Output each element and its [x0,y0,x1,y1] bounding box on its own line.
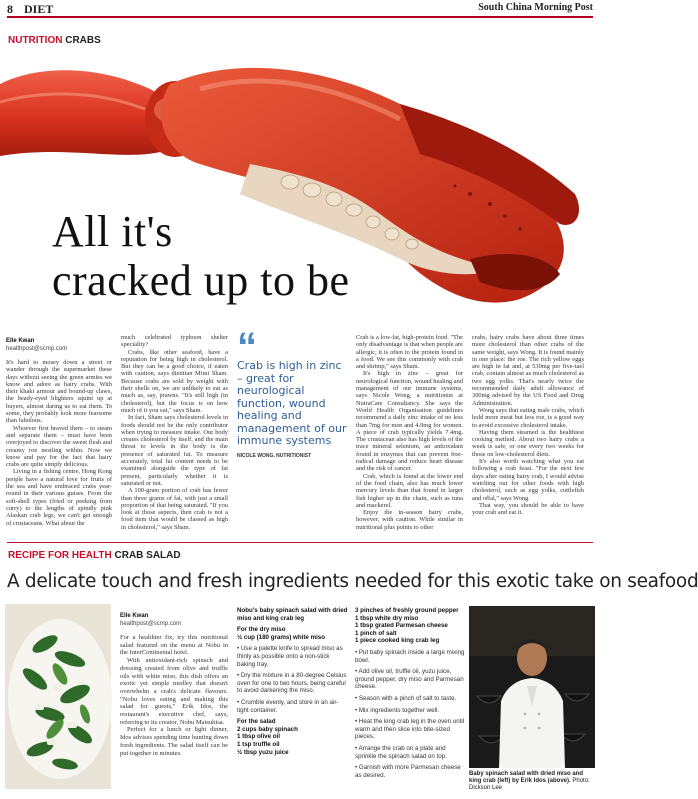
recipe-headline: A delicate touch and fresh ingredients needed for this exotic take on seafood [7,571,698,592]
ingredient: 1 tbsp olive oil [237,733,280,741]
paragraph: Perfect for a lunch or light dinner, Idos advises spending time hunting down fresh ingredients. The salad itself can be put together in minutes. [120,726,228,757]
method-step: • Use a palette knife to spread miso as thinly as possible onto a non-stick baking tray. [237,645,343,668]
headline-line-2: cracked up to be [52,256,350,305]
photo-credit: Photo: Dickson Lee [469,778,590,791]
method-step: • Crumble evenly, and store in an air-tight container. [237,698,339,714]
ingredient: 1 tbsp white dry miso [355,614,419,622]
paragraph: much celebrated typhoon shelter speciality? [121,334,228,349]
chef-photo [469,606,595,768]
feature-column-1 [6,338,112,527]
recipe-title: Nobu's baby spinach salad with dried miso and king crab leg [237,607,348,622]
photo-caption [469,771,597,792]
ingredient: ½ tbsp yuzu juice [237,748,289,756]
method-step: • Season with a pinch of salt to taste. [355,694,457,702]
page-header [7,2,593,18]
method-step: • Put baby spinach inside a large mixing bowl. [355,648,465,664]
method-step: • Garnish with more Parmesan cheese as desired. [355,764,461,779]
paragraph: For a healthier fix, try this nutritional salad featured on the menu at Nobu in the InterContinental hotel. [120,634,228,657]
headline-line-1: All it's [52,207,173,256]
recipe-byline: Elle Kwan [120,613,149,619]
ingredient: 3 pinches of freshly ground pepper [355,607,459,614]
masthead: South China Morning Post [478,2,593,13]
author-email: healthpost@scmp.com [6,346,68,352]
recipe-kicker [8,550,181,561]
method-step: • Dry the mixture in a 80-degree Celsius oven for one to two hours, being careful to avoid darkening the miso. [237,672,347,695]
method-step: • Arrange the crab on a plate and sprinkle the spinach salad on top. [355,744,447,760]
paragraph: Crab, which is found at the lower end of the food chain, also has much lower mercury levels than that found in larger fish higher up in the chain, such as tuna and mackerel. [356,472,463,509]
caption-text: Baby spinach salad with dried miso and king crab (left) by Erik Idos (above). [469,771,584,784]
paragraph: A 100-gram portion of crab has fewer than three grams of fat, with just a small proportion of that being saturated. "If you look at those aspects, then crab is not a food item that would be classed as high in cholesterol," says Sham. [121,487,228,531]
paragraph: It's hard to mosey down a street or wander through the supermarket these days without seeing the green armies we know and adore as hairy crabs. With their khaki armour and bound-up claws, the beady-eyed blighters squint up at buyers, almost daring us to eat them. To some, they probably look more fearsome than fabulous. [6,359,112,425]
ingredient: 1 pinch of salt [355,629,397,637]
paragraph: Whoever first braved them – to steam and separate them – must have been overjoyed to discover the sweet flesh and creamy roe nestling within. Now we know and pay for the fact that hairy crabs are quite simply delicious. [6,424,112,469]
pull-quote-text: Crab is high in zinc – great for neurological function, wound healing and management of our immune systems [237,359,347,447]
paragraph: Having them steamed is the healthiest cooking method. About two hairy crabs a week is safe, or one every two weeks for those on low-cholesterol diets. [472,428,584,458]
byline: Elle Kwan [6,338,35,344]
pull-quote-attribution: NICOLE WONG, NUTRITIONIST [237,452,312,459]
paragraph: Enjoy the in-season hairy crabs, however, with caution. While similar in nutritional plus points to other [356,509,463,531]
paragraph: It's high in zinc – great for neurological function, wound healing and management of our immune systems, says Nicole Wong, a nutritionist at NutraCare Consultancy. She says the World Health Organisation guidelines recommend a daily zinc intake of no less than 7mg for men and 4.9mg for women. A piece of crab typically yields 7.4mg. The crustacean also has high levels of the trace mineral selenium, an antioxidant found in enzymes that can prevent free-radical damage and reduce heart disease and the risk of cancer. [356,370,463,473]
method-step: • Add olive oil, truffle oil, yuzu juice, ground pepper, dry miso and Parmesan cheese. [355,668,464,691]
salad-heading: For the salad [237,718,276,726]
paragraph: crabs, hairy crabs have about three times more cholesterol than other crabs of the same weight, says Wong. It is found mainly in one place: the roe. The rich yellow eggs are high in fat and, at 530mg per five-tael crab, contain almost as much cholesterol as two egg yolks. That's nearly twice the recommended daily adult allowance of 300mg advised by the US Food and Drug Administration. [472,334,584,407]
section-name: DIET [24,2,54,16]
recipe-author-email: healthpost@scmp.com [120,621,182,627]
paragraph: Wong says that eating male crabs, which hold more meat but less roe, is a good way to avoid excessive cholesterol intake. [472,406,584,429]
page-number: 8 [7,2,13,16]
recipe-column-b [355,607,465,779]
paragraph: That way, you should be able to have your crab and eat it. [472,501,584,517]
paragraph: With antioxidant-rich spinach and dressing created from olive and truffle oils with white miso, this dish offers an exotic yet simple medley that doesn't overwhelm a crab's delicate flavours. "Nobu loves eating and making this salad for guests," Erik Idos, the restaurant's executive chef, says, referring to its creator, Nobu Matsuhisa. [120,657,228,726]
ingredient: 1 tbsp grated Parmesan cheese [355,622,448,630]
ingredient: 1 piece cooked king crab leg [355,637,440,645]
feature-headline [52,207,350,305]
method-step: • Heat the king crab leg in the oven until warm and then slice into bite-sized pieces. [355,718,465,741]
paragraph: In fact, Sham says cholesterol levels in foods should not be the only contributor when trying to measure intake. Our body creates cholesterol by itself, and the main threat to levels in the body is the presence of saturated fat. To measure accurately, total fat content needs to be examined alongside the type of fat present, particularly whether it is saturated or not. [121,414,228,487]
recipe-column-a [237,607,349,756]
paragraph: It's also worth watching what you eat following a crab feast. "For the next few days after eating hairy crab, I would advise watching out for other foods with high cholesterol, such as egg yolks, cuttlefish and offal," says Wong. [472,458,584,502]
recipe-kicker-label: RECIPE FOR HEALTH [8,550,112,561]
dry-miso-heading: For the dry miso [237,626,286,634]
feature-column-2 [121,334,228,531]
ingredient: 1 tsp truffle oil [237,740,280,748]
quote-mark-icon: “ [237,325,253,369]
pull-quote [237,325,349,460]
paragraph: Living in a fishing centre, Hong Kong people have a natural love for fruits of the sea and have embraced crabs year-round in their various guises. From the soft-shell types (fried or peeking from curry) to the lengths of spindly pink Alaskan crab legs, we can't get enough of crustaceans. What about the [6,468,112,527]
paragraph: Crab is a low-fat, high-protein food. "The only disadvantage is that when people are allergic, it is often to the protein found in a food. We see this commonly with crab and shrimp," says Sham. [356,334,463,371]
dry-miso-quantity: ½ cup (180 grams) white miso [237,633,326,641]
section-divider [7,542,593,543]
recipe-kicker-topic: CRAB SALAD [114,550,181,561]
ingredient: 2 cups baby spinach [237,725,298,733]
kicker-topic: CRABS [65,35,101,46]
feature-column-5 [472,334,584,516]
kicker-label: NUTRITION [8,35,63,46]
method-step: • Mix ingredients together well. [355,706,440,714]
paragraph: Crabs, like other seafood, have a reputation for being high in cholesterol. But they can be a good choice, if eaten with caution, says dietitian Mimi Sham. Because crabs are sold by weight with their shells on, we are unlikely to eat as much as, say, prawns. "It's still high (in cholesterol), but the focus is on how much of it you eat," says Sham. [121,348,228,414]
salad-photo [5,604,111,789]
feature-column-4 [356,334,463,531]
recipe-intro-column [120,613,228,757]
